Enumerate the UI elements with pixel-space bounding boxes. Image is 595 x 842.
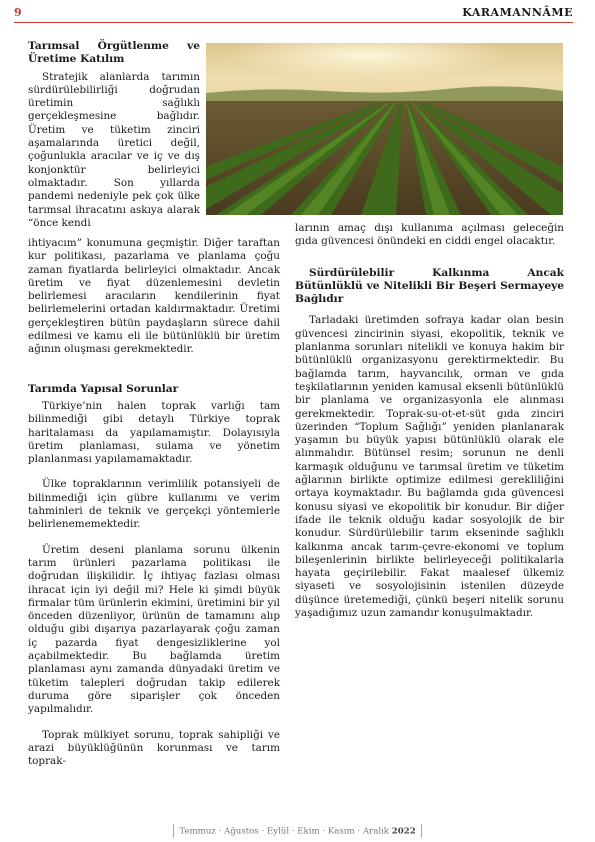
footer-divider bbox=[173, 824, 174, 838]
page-footer bbox=[0, 824, 595, 838]
paragraph: Toprak mülkiyet sorunu, toprak sahipliği ve arazi büyüklüğünün korunması ve tarım toprak- bbox=[28, 728, 280, 768]
paragraph: Üretim deseni planlama sorunu ülkenin tarım ürünleri pazarlama politikası ile doğrudan ilişkilidir. İç ihtiyaç fazlası olması ihracat için iyi değil mi? Hele ki şimdi büyük firmalar tüm ürünlerin ekimini, üretimini bir yıl önceden düzenliyor, ürünün de tamamını alıp olduğu gibi dışarıya pazarlayarak çoğu zaman iç pazarda fiyat dengesizliklerine yol açabilmektedir. Bu bağlamda üretim planlaması aynı zamanda dünyadaki üretim ve tüketim talepleri doğrudan takip edilerek duruma göre siparişler çok önceden yapılmalıdır. bbox=[28, 543, 280, 716]
left-column-bottom bbox=[28, 237, 280, 780]
left-column-top bbox=[28, 40, 200, 230]
paragraph: Stratejik alanlarda tarımın sürdürülebilirliği doğrudan üretimin sağlıklı gerçekleşmesine bağlıdır. Üretim ve tüketim zinciri aşamalarında üretici değil, çoğunlukla aracılar ve iç ve dış konjonktür belirleyici olmaktadır. Son yıllarda pandemi nedeniyle pek çok ülke tarımsal ihracatını askıya alarak “önce kendi bbox=[28, 70, 200, 229]
footer-divider bbox=[421, 824, 422, 838]
section-heading-surdurulebilir: Sürdürülebilir Kalkınma Ancak Bütünlüklü ve Nitelikli Bir Beşeri Sermayeye Bağlıdır bbox=[295, 266, 564, 306]
crop-field-image bbox=[206, 43, 563, 215]
page-header bbox=[14, 4, 573, 23]
footer-months: Temmuz · Ağustos · Eylül · Ekim · Kasım · Aralık bbox=[179, 826, 390, 837]
field-photo bbox=[206, 43, 563, 215]
section-heading-yapisal: Tarımda Yapısal Sorunlar bbox=[28, 382, 179, 395]
footer-year: 2022 bbox=[391, 826, 416, 837]
paragraph: Tarladaki üretimden sofraya kadar olan besin güvencesi zincirinin siyasi, ekopolitik, teknik ve planlanma sorunları nitelikli ve konuya hakim bir bütünlüklü organizasyonu gerektirmektedir. Bu bağlamda tarım, hayvancılık, orman ve gıda teşkilatlarının yeniden kamusal eksenli bütünlüklü bir planlama ve organizasyonla ele alınması gerekmektedir. Toprak-su-ot-et-süt gıda zinciri üzerinden “Toplum Sağlığı” yeniden planlanarak yaşamın bu büyük yapısı bütünlüklü olarak ele alınmalıdır. Bütünsel resim; sorunun ne denli karmaşık olduğunu ve tarımsal üretim ve tüketim ağlarının birlikte optimize edilmesi gerekliliğini ortaya koymaktadır. Bu bağlamda gıda güvencesi konusu siyasi ve ekopolitik bir konudur. Bir diğer ifade ile teknik olduğu kadar sosyolojik de bir konudur. Sürdürülebilir tarım ekseninde sağlıklı kalkınma ancak tarım-çevre-ekonomi ve toplum bileşenlerinin birlikte belirleyeceği politikalarla hayata geçirilebilir. Fakat maalesef ülkemiz siyaseti ve sosyolojisinin istenilen düzeyde düşünce üretemediği, çünkü beşeri nitelik sorunu yaşadığımız uzun zamandır konuşulmaktadır. bbox=[295, 314, 564, 620]
paragraph-continued: larının amaç dışı kullanıma açılması geleceğin gıda güvencesi önündeki en ciddi engel olacaktır. bbox=[295, 222, 564, 248]
paragraph: Ülke topraklarının verimlilik potansiyeli de bilinmediği için gübre kullanımı ve verim tahminleri de teknik ve gerçekçi yöntemlerle belirlenememektedir. bbox=[28, 478, 280, 531]
right-column bbox=[295, 222, 564, 632]
section-heading-orgutlenme: Tarımsal Örgütlenme ve Üretime Katılım bbox=[28, 40, 200, 66]
paragraph-continued: ihtiyacım” konumuna geçmiştir. Diğer taraftan kur politikası, pazarlama ve planlama çoğu zaman fiyatlarda belirleyici olmaktadır. Ancak üretim ve fiyat düzenlemesini devletin belirlemesi aracıların kendilerinin fiyat belirlemelerini ortadan kaldırmaktadır. Üretimi gerçekleştiren bütün paydaşların sürece dahil edilmesi ve kamu eli ile bütünlüklü bir üretim ağının oluşması gerekmektedir. bbox=[28, 237, 280, 356]
magazine-title: KARAMANNÂME bbox=[462, 6, 573, 19]
page-number: 9 bbox=[14, 6, 22, 19]
paragraph: Türkiye’nin halen toprak varlığı tam bilinmediği gibi detaylı Türkiye toprak haritalaması da yapılamamıştır. Dolayısıyla üretim planlaması, sulama ve yönetim planlanması yapılamamaktadır. bbox=[28, 399, 280, 466]
